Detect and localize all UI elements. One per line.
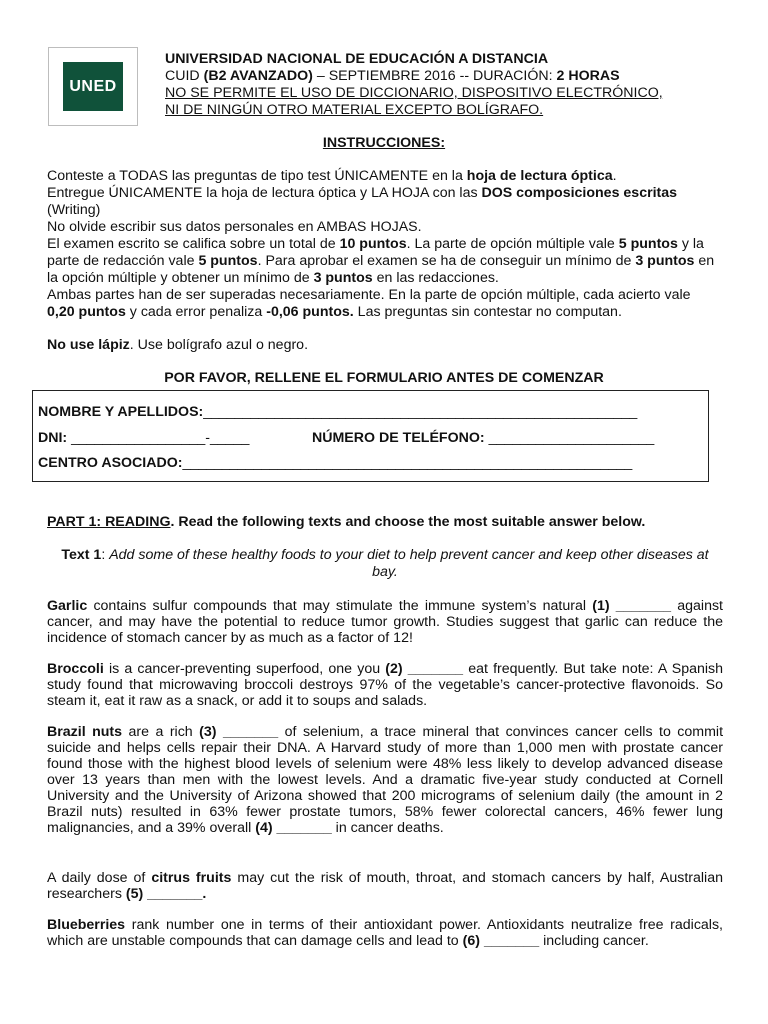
pen-instruction: No use lápiz. Use bolígrafo azul o negro. (47, 337, 309, 353)
dni-field[interactable]: DNI: _________________-_____ (38, 430, 250, 446)
centro-field[interactable]: CENTRO ASOCIADO:_________________________________________________________ (38, 455, 633, 471)
paragraph-blueberries: Blueberries rank number one in terms of their antioxidant power. Antioxidants neutralize free radicals, which are unstable compounds that can damage cells and lead to (6) _______ including cancer. (47, 917, 723, 949)
name-field[interactable]: NOMBRE Y APELLIDOS:_______________________________________________________ (38, 404, 638, 420)
uned-logo: UNED (63, 62, 123, 111)
paragraph-broccoli: Broccoli is a cancer-preventing superfood, one you (2) _______ eat frequently. But take note: A Spanish study found that microwaving broccoli destroys 97% of the vegetable’s cancer-protective flavonoids. So steam it, eat it raw as a snack, or add it to soups and salads. (47, 661, 723, 709)
phone-field[interactable]: NÚMERO DE TELÉFONO: _____________________ (312, 430, 655, 446)
exam-header (165, 51, 663, 119)
instruction-3: No olvide escribir sus datos personales en AMBAS HOJAS. (47, 219, 422, 235)
uned-logo-frame (48, 47, 138, 126)
form-title: POR FAVOR, RELLENE EL FORMULARIO ANTES DE COMENZAR (164, 370, 604, 386)
gap-3: (3) _______ (199, 724, 279, 740)
paragraph-citrus: A daily dose of citrus fruits may cut the risk of mouth, throat, and stomach cancers by half, Australian researchers (5) _______. (47, 870, 723, 902)
instruction-4: El examen escrito se califica sobre un total de 10 puntos. La parte de opción múltiple vale 5 puntos y la parte de redacción vale 5 puntos. Para aprobar el examen se ha de conseguir un mínimo de 3 puntos en la opción múltiple y obtener un mínimo de 3 puntos en las redacciones. (47, 236, 715, 286)
instructions-title: INSTRUCCIONES: (322, 135, 446, 151)
instruction-5: Ambas partes han de ser superadas necesariamente. En la parte de opción múltiple, cada acierto vale 0,20 puntos y cada error penaliza -0,06 puntos. Las preguntas sin contestar no computan. (47, 287, 691, 320)
gap-6: (6) _______ (462, 933, 540, 949)
instruction-2: Entregue ÚNICAMENTE la hoja de lectura óptica y LA HOJA con las DOS composiciones escritas (Writing) (47, 185, 678, 218)
dni-phone-line (38, 430, 655, 446)
restriction-line-1: NO SE PERMITE EL USO DE DICCIONARIO, DISPOSITIVO ELECTRÓNICO, (165, 85, 663, 101)
personal-data-form (32, 390, 709, 482)
gap-5: (5) _______. (125, 886, 207, 902)
gap-4: (4) _______ (255, 820, 332, 836)
restriction-line-2: NI DE NINGÚN OTRO MATERIAL EXCEPTO BOLÍGRAFO. (165, 102, 544, 118)
instructions-body (47, 168, 722, 321)
text1-intro: Text 1: Add some of these healthy foods to your diet to help prevent cancer and keep other diseases at bay. (61, 547, 709, 580)
exam-info-line: CUID (B2 AVANZADO) – SEPTIEMBRE 2016 -- DURACIÓN: 2 HORAS (165, 68, 620, 84)
paragraph-garlic: Garlic contains sulfur compounds that may stimulate the immune system’s natural (1) _______ against cancer, and may have the potential to reduce tumor growth. Studies suggest that garlic can reduce the incidence of stomach cancer by as much as a factor of 12! (47, 598, 723, 646)
university-name: UNIVERSIDAD NACIONAL DE EDUCACIÓN A DISTANCIA (165, 51, 549, 67)
instruction-1: Conteste a TODAS las preguntas de tipo test ÚNICAMENTE en la hoja de lectura óptica. (47, 168, 617, 184)
gap-1: (1) _______ (592, 598, 672, 614)
gap-2: (2) _______ (385, 661, 464, 677)
paragraph-brazil-nuts: Brazil nuts are a rich (3) _______ of selenium, a trace mineral that convinces cancer cells to commit suicide and helps cells repair their DNA. A Harvard study of more than 1,000 men with prostate cancer found those with the highest blood levels of selenium were 48% less likely to develop advanced disease over 13 years than men with the lowest levels. And a dramatic five-year study conducted at Cornell University and the University of Arizona showed that 200 micrograms of selenium daily (the amount in 2 Brazil nuts) resulted in 63% fewer prostate tumors, 58% fewer colorectal cancers, 46% fewer lung malignancies, and a 39% overall (4) _______ in cancer deaths. (47, 724, 724, 836)
part1-heading: PART 1: READING. Read the following texts and choose the most suitable answer below. (47, 514, 646, 530)
